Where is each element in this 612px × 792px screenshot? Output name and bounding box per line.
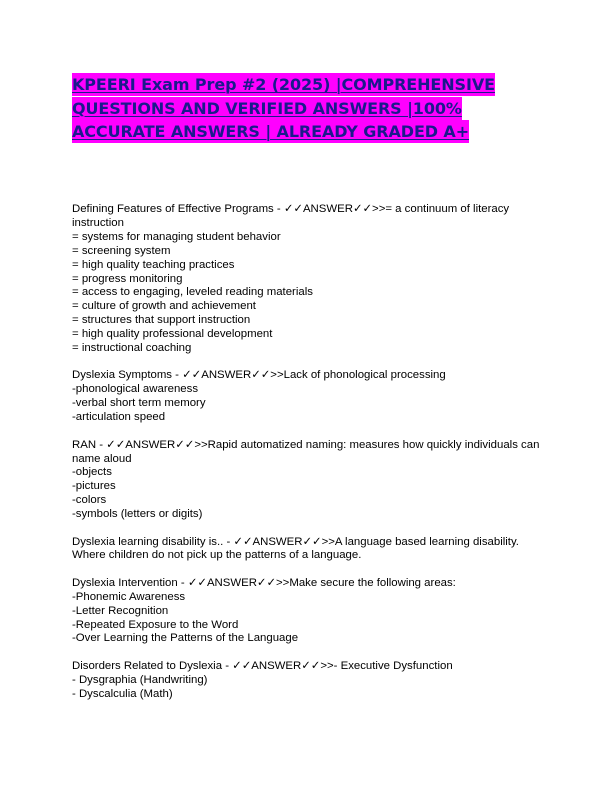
qa-answer-line: -colors: [72, 494, 107, 507]
qa-answer-line: -Phonemic Awareness: [72, 590, 186, 603]
document-title: [72, 73, 495, 144]
qa-answer-line: = high quality teaching practices: [72, 258, 235, 271]
qa-question: Dyslexia Intervention - ✓✓ANSWER✓✓>>Make secure the following areas:: [72, 576, 456, 589]
qa-answer-line: - Dysgraphia (Handwriting): [72, 673, 208, 686]
qa-list: [72, 203, 542, 715]
qa-question: Disorders Related to Dyslexia - ✓✓ANSWER✓✓>>- Executive Dysfunction: [72, 659, 453, 672]
qa-item: [72, 577, 542, 647]
qa-answer-line: -Repeated Exposure to the Word: [72, 618, 239, 631]
qa-answer-line: = systems for managing student behavior: [72, 230, 281, 243]
qa-question: Dyslexia learning disability is.. - ✓✓ANSWER✓✓>>A language based learning disability. Where children do not pick up the patterns of a language.: [72, 535, 519, 562]
qa-item: [72, 203, 542, 356]
title-line-1: KPEERI Exam Prep #2 (2025) |COMPREHENSIVE: [72, 75, 495, 94]
title-line-3: ACCURATE ANSWERS | ALREADY GRADED A+: [72, 122, 470, 141]
qa-answer-line: -Over Learning the Patterns of the Language: [72, 632, 299, 645]
qa-answer-line: - Dyscalculia (Math): [72, 687, 173, 700]
qa-answer-line: = culture of growth and achievement: [72, 300, 256, 313]
qa-answer-line: = structures that support instruction: [72, 314, 251, 327]
qa-question: Defining Features of Effective Programs - ✓✓ANSWER✓✓>>= a continuum of literacy instruction: [72, 203, 510, 229]
qa-answer-line: = progress monitoring: [72, 272, 183, 285]
qa-question: RAN - ✓✓ANSWER✓✓>>Rapid automatized naming: measures how quickly individuals can name aloud: [72, 438, 540, 465]
qa-answer-line: -pictures: [72, 480, 116, 493]
qa-answer-line: -phonological awareness: [72, 383, 199, 396]
qa-answer-line: -Letter Recognition: [72, 604, 169, 617]
qa-item: [72, 660, 542, 702]
qa-item: [72, 369, 542, 425]
qa-answer-line: -verbal short term memory: [72, 397, 206, 410]
qa-answer-line: = instructional coaching: [72, 342, 192, 355]
qa-answer-line: -symbols (letters or digits): [72, 508, 203, 521]
qa-item: [72, 439, 542, 522]
qa-item: [72, 536, 542, 564]
qa-answer-line: = access to engaging, leveled reading materials: [72, 286, 313, 299]
qa-answer-line: = high quality professional development: [72, 328, 273, 341]
qa-answer-line: = screening system: [72, 244, 171, 257]
title-line-2: QUESTIONS AND VERIFIED ANSWERS |100%: [72, 98, 462, 118]
qa-question: Dyslexia Symptoms - ✓✓ANSWER✓✓>>Lack of phonological processing: [72, 369, 446, 382]
qa-answer-line: -objects: [72, 466, 112, 479]
qa-answer-line: -articulation speed: [72, 411, 166, 424]
